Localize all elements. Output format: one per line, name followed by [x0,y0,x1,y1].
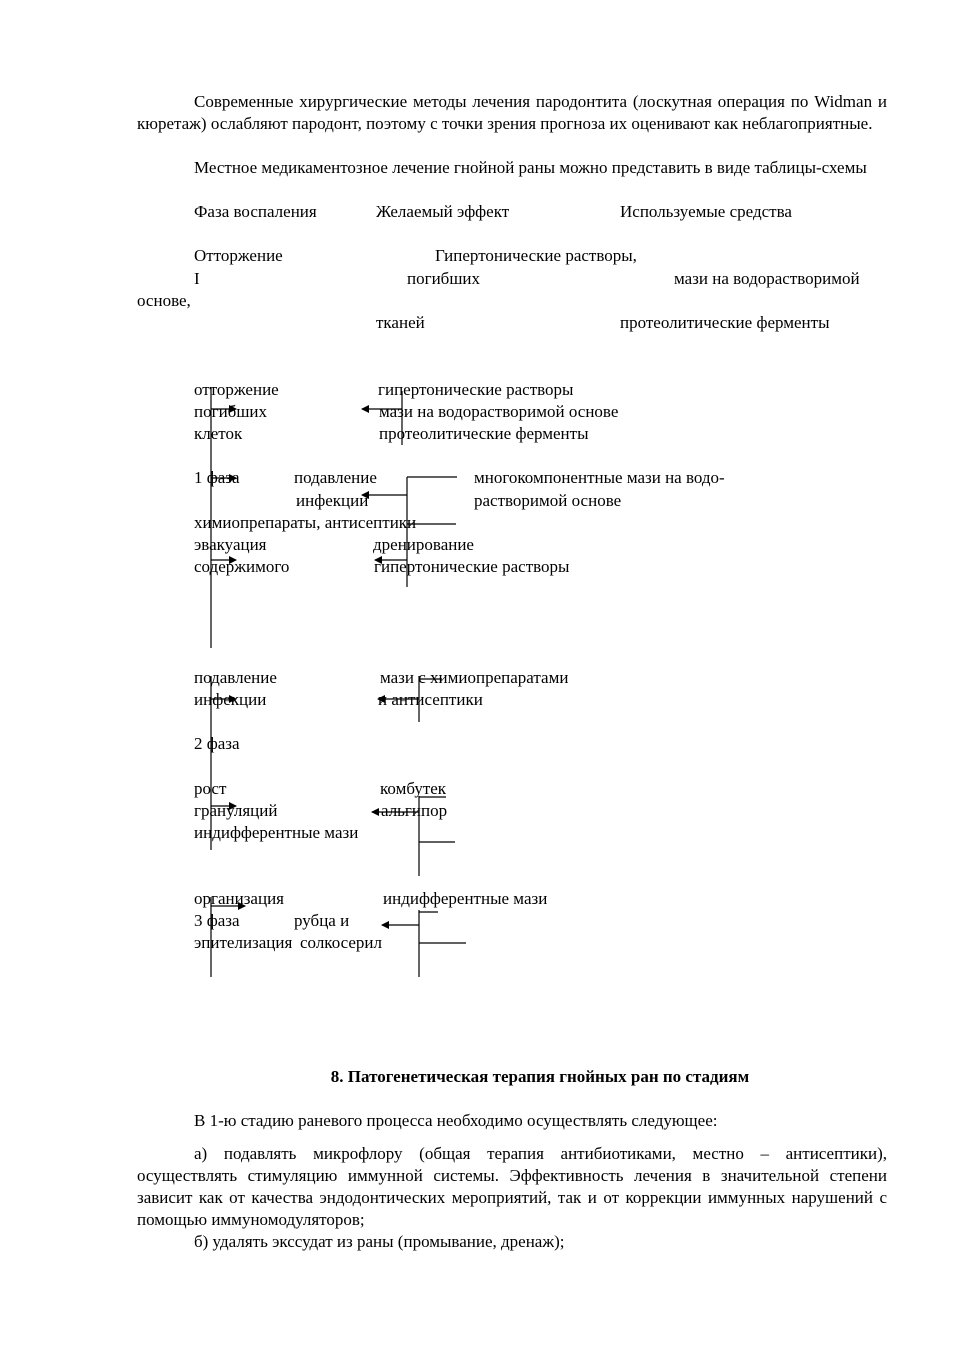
table-header-phase: Фаза воспаления [194,202,317,221]
row1-means-line1: Гипертонические растворы, [435,246,637,265]
intro-paragraph-2: Местное медикаментозное лечение гнойной раны можно представить в виде таблицы-схемы [194,158,867,177]
row1-phase-line2: I [194,269,200,288]
section8-item-b: б) удалять экссудат из раны (промывание, дренаж); [194,1232,565,1251]
p1c-effect-1: эвакуация [194,535,267,554]
p1b-means-2: растворимой основе [474,491,622,510]
p1b-effect-1: подавление [294,468,377,487]
p1a-effect-1: отторжение [194,380,279,399]
p3-effect-2: рубца и [294,911,350,930]
p3-means-1: индифферентные мази [383,889,548,908]
row1-means-line3: протеолитические ферменты [620,313,830,332]
section8-heading: 8. Патогенетическая терапия гнойных ран по стадиям [330,1067,750,1086]
p2b-means-2: альгипор [381,801,448,820]
p2b-effect-1: рост [194,779,227,798]
section8-intro: В 1-ю стадию раневого процесса необходимо осуществлять следующее: [194,1111,718,1130]
table-header-means: Используемые средства [620,202,792,221]
p1c-effect-2: содержимого [194,557,290,576]
row1-means-cont: основе, [137,291,191,310]
p2a-means-2: и антисептики [378,690,483,709]
p3-effect-1: организация [194,889,284,908]
p1b-effect-2: инфекции [296,491,369,510]
p2a-effect-2: инфекции [194,690,267,709]
row1-phase-line1: Отторжение [194,246,283,265]
p1c-means-1: дренирование [373,535,474,554]
intro-paragraph-1: Современные хирургические методы лечения пародонтита (лоскутная операция по Widman и кюретаж) ослабляют пародонт, поэтому с точки зрения прогноза их оценивают как неблагоприятные. [137,92,887,133]
phase2-label: 2 фаза [194,734,240,753]
row1-means-line2: мази на водорастворимой [674,269,860,288]
p2a-means-1: мази с химиопрепаратами [380,668,569,687]
p1a-effect-3: клеток [194,424,243,443]
p2b-extra: индифферентные мази [194,823,359,842]
p1a-means-1: гипертонические растворы [378,380,574,399]
p1c-means-2: гипертонические растворы [374,557,570,576]
p2a-effect-1: подавление [194,668,277,687]
phase1-label: 1 фаза [194,468,240,487]
row1-effect-line2: тканей [376,313,425,332]
row1-effect-line1: погибших [407,269,481,288]
p1a-effect-2: погибших [194,402,268,421]
p1a-means-2: мази на водорастворимой основе [379,402,619,421]
p2b-effect-2: грануляций [194,801,278,820]
p1b-extra: химиопрепараты, антисептики [194,513,417,532]
p2b-means-1: комбутек [380,779,447,798]
section8-item-a: а) подавлять микрофлору (общая терапия антибиотиками, местно – антисептики), осуществлять стимуляцию иммунной системы. Эффективность лечения в значительной степени зависит как от качества эндодонтических мероприятий, так и от коррекции иммунных нарушений с помощью иммуномодуляторов; [137,1144,887,1229]
table-header-effect: Желаемый эффект [376,202,510,221]
phase3-label: 3 фаза [194,911,240,930]
p3-effect-3: эпителизация [194,933,293,952]
p1b-means-1: многокомпонентные мази на водо- [474,468,725,487]
p1a-means-3: протеолитические ферменты [379,424,589,443]
p3-means-2: солкосерил [300,933,383,952]
